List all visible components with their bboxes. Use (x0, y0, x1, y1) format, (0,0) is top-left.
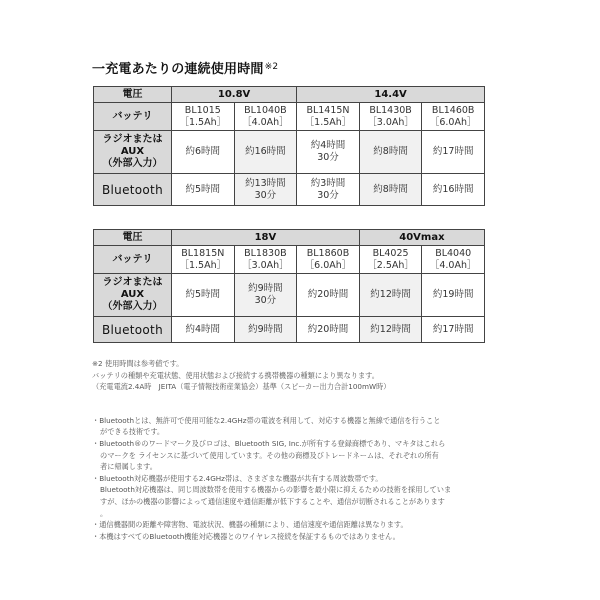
runtime-cell: 約17時間 (422, 317, 485, 343)
radio-row (94, 131, 485, 174)
note-line: ※2 使用時間は参考値です。 (92, 359, 184, 368)
bluetooth-row (94, 317, 485, 343)
note-line: 。 (100, 508, 108, 518)
note-line: Bluetooth対応機器は、同じ周波数帯を使用する機器からの影響を最小限に抑えるための技術を採用していま (100, 485, 452, 495)
runtime-cell: 約20時間 (297, 274, 360, 317)
bluetooth-label: Bluetooth (94, 317, 172, 343)
bluetooth-label: Bluetooth (94, 174, 172, 206)
voltage-label: 電圧 (94, 87, 172, 103)
voltage-label: 電圧 (94, 230, 172, 246)
note-line: ・通信機器間の距離や障害物、電波状況、機器の種類により、通信速度や通信距離は異なります。 (92, 520, 408, 530)
runtime-cell: 約3時間 30分 (297, 174, 360, 206)
runtime-cell: 約5時間 (172, 174, 235, 206)
voltage-row (94, 230, 485, 246)
battery-cell: BL1860B ［6.0Ah］ (297, 246, 360, 274)
battery-cell: BL4025 ［2.5Ah］ (359, 246, 422, 274)
battery-cell: BL1430B ［3.0Ah］ (359, 103, 422, 131)
note-line: （充電電流2.4A時 JEITA（電子情報技術産業協会）基準（スピーカー出力合計100mW時） (92, 382, 391, 392)
footnotes (92, 358, 492, 542)
runtime-cell: 約20時間 (297, 317, 360, 343)
battery-cell: BL4040 ［4.0Ah］ (422, 246, 485, 274)
battery-row (94, 246, 485, 274)
voltage-group: 10.8V (172, 87, 297, 103)
runtime-table-10-8v-14-4v (93, 86, 485, 206)
note-line: のマークを ライセンスに基づいて使用しています。その他の商標及びトレードネームは、それぞれの所有 (100, 450, 439, 460)
battery-cell: BL1040B ［4.0Ah］ (234, 103, 297, 131)
note-line: ・Bluetoothとは、無許可で使用可能な2.4GHz帯の電波を利用して、対応する機器と無線で通信を行うこと (92, 415, 441, 425)
runtime-cell: 約13時間 30分 (234, 174, 297, 206)
note-line: ・Bluetooth®のワードマーク及びロゴは、Bluetooth SIG, Inc.が所有する登録商標であり、マキタはこれら (92, 438, 446, 448)
voltage-group: 18V (172, 230, 360, 246)
bluetooth-row (94, 174, 485, 206)
title-footnote-mark: ※2 (264, 62, 279, 72)
runtime-cell: 約8時間 (359, 174, 422, 206)
runtime-cell: 約19時間 (422, 274, 485, 317)
battery-cell: BL1015 ［1.5Ah］ (172, 103, 235, 131)
runtime-cell: 約4時間 30分 (297, 131, 360, 174)
radio-aux-label: ラジオまたは AUX （外部入力） (94, 131, 172, 174)
note-line: ができる技術です。 (100, 427, 165, 437)
note-line: 者に帰属します。 (100, 462, 157, 472)
runtime-cell: 約12時間 (359, 317, 422, 343)
battery-row (94, 103, 485, 131)
runtime-cell: 約5時間 (172, 274, 235, 317)
runtime-table-18v-40vmax (93, 229, 485, 343)
battery-cell: BL1415N ［1.5Ah］ (297, 103, 360, 131)
runtime-cell: 約12時間 (359, 274, 422, 317)
runtime-cell: 約17時間 (422, 131, 485, 174)
voltage-row (94, 87, 485, 103)
battery-cell: BL1460B ［6.0Ah］ (422, 103, 485, 131)
voltage-group: 40Vmax (359, 230, 484, 246)
runtime-cell: 約16時間 (422, 174, 485, 206)
runtime-cell: 約8時間 (359, 131, 422, 174)
battery-label: バッテリ (94, 103, 172, 131)
voltage-group: 14.4V (297, 87, 485, 103)
battery-cell: BL1815N ［1.5Ah］ (172, 246, 235, 274)
radio-aux-label: ラジオまたは AUX （外部入力） (94, 274, 172, 317)
runtime-cell: 約16時間 (234, 131, 297, 174)
runtime-cell: 約4時間 (172, 317, 235, 343)
note-line: すが、ほかの機器の影響によって通信速度や通信距離が低下することや、通信が切断されることがあります (100, 496, 445, 506)
radio-row (94, 274, 485, 317)
runtime-cell: 約9時間 30分 (234, 274, 297, 317)
runtime-cell: 約6時間 (172, 131, 235, 174)
page-title: 一充電あたりの連続使用時間$^{※2}$ (92, 62, 279, 77)
note-line: ・本機はすべてのBluetooth機能対応機器とのワイヤレス接続を保証するものではありません。 (92, 531, 400, 541)
runtime-cell: 約9時間 (234, 317, 297, 343)
note-line: ・Bluetooth対応機器が使用する2.4GHz帯は、さまざまな機器が共有する周波数帯です。 (92, 473, 383, 483)
battery-cell: BL1830B ［3.0Ah］ (234, 246, 297, 274)
battery-label: バッテリ (94, 246, 172, 274)
note-line: バッテリの種類や充電状態、使用状態および接続する携帯機器の種類により異なります。 (92, 370, 379, 380)
